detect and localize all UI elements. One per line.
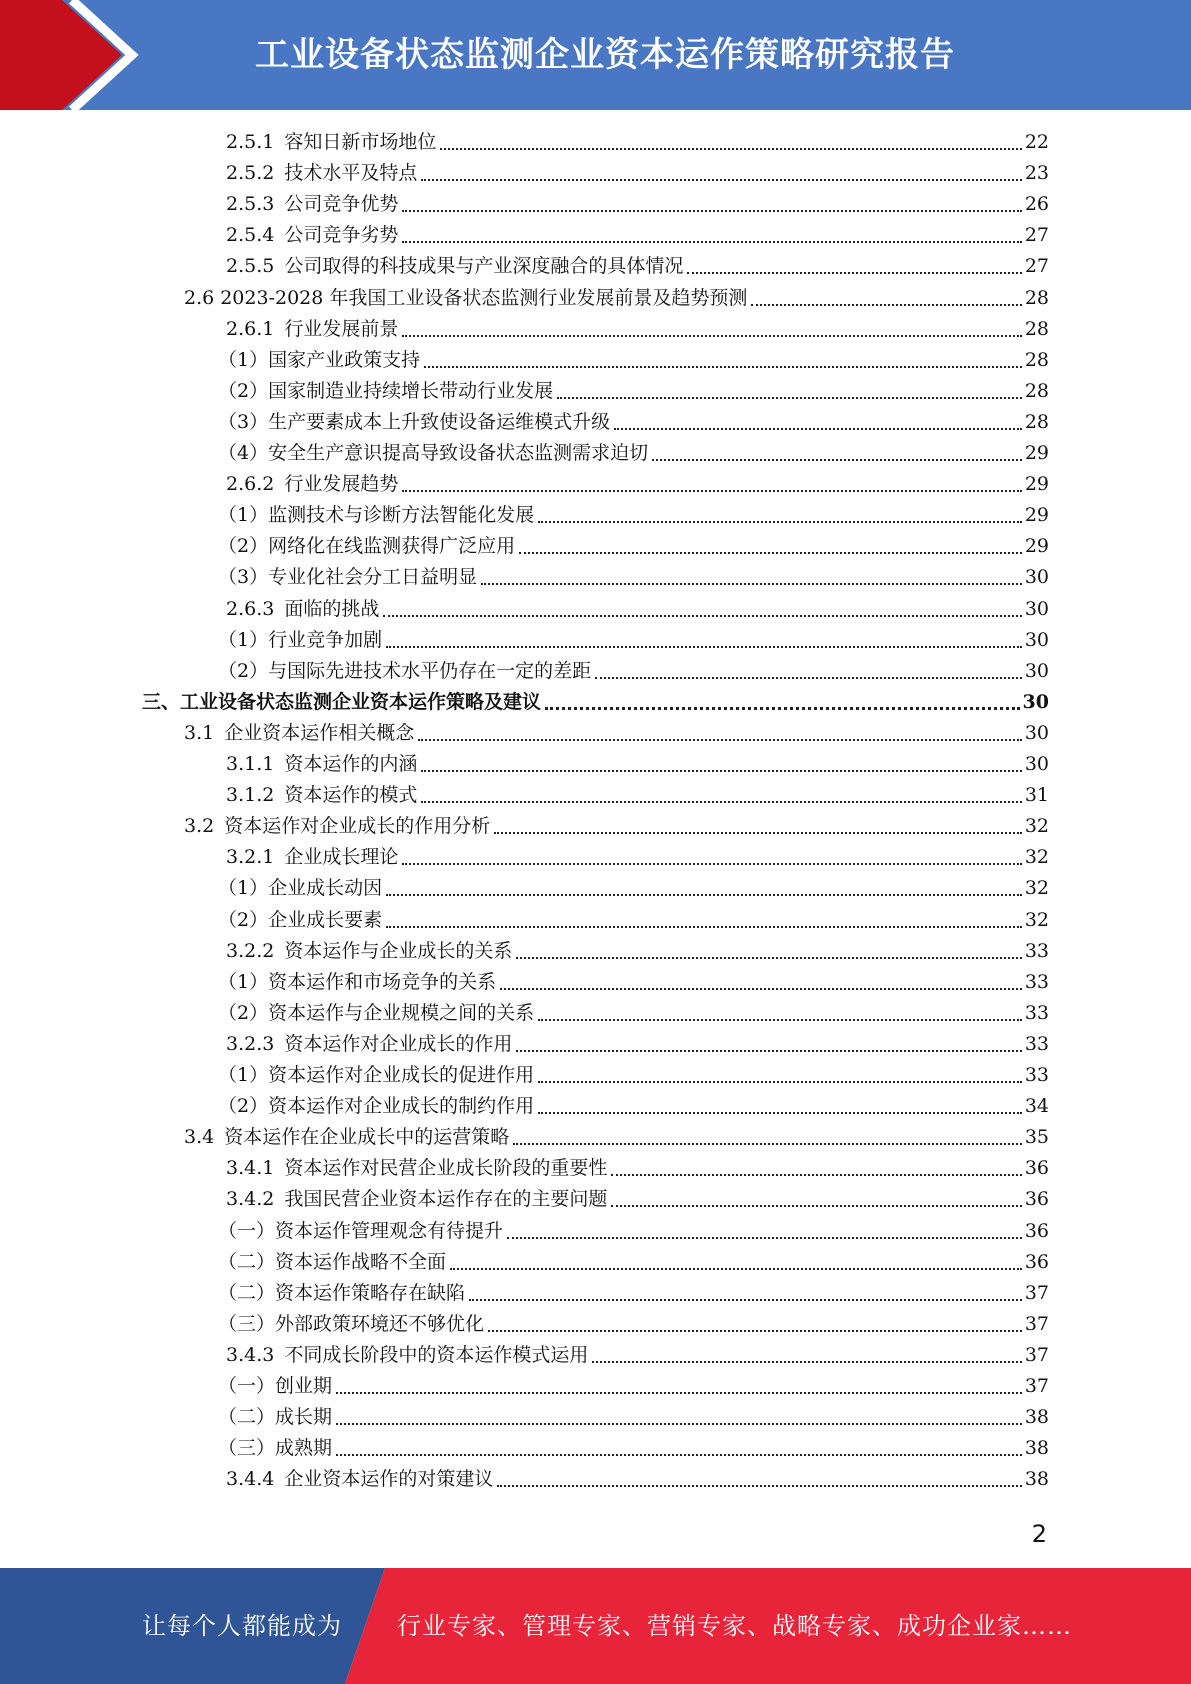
toc-entry-page: 30 [1024,628,1049,651]
toc-leader-dots [611,1204,1021,1207]
toc-entry-number: 3.2.1 [226,846,275,869]
toc-leader-dots [507,1236,1022,1239]
toc-entry-number: 3.4.3 [226,1343,275,1366]
toc-entry-number: 2.6 [184,286,215,309]
toc-entry-page: 32 [1024,846,1049,869]
toc-leader-dots [386,893,1022,896]
toc-leader-dots [386,645,1022,648]
toc-entry[interactable] [218,625,1049,656]
toc-entry[interactable] [218,438,1049,469]
toc-entry-title: （二）成长期 [218,1406,333,1429]
toc-entry-page: 26 [1024,193,1049,216]
toc-entry-number: 2.5.1 [226,131,275,153]
toc-leader-dots [402,862,1021,865]
toc-entry-title: （三）成熟期 [218,1437,333,1460]
toc-entry-page: 30 [1022,690,1049,713]
toc-entry[interactable] [226,749,1049,780]
toc-entry-page: 30 [1024,659,1049,682]
toc-leader-dots [751,303,1021,306]
toc-entry-page: 29 [1024,442,1049,464]
toc-entry-page: 38 [1024,1437,1049,1460]
toc-leader-dots [481,582,1022,585]
toc-leader-dots [402,209,1021,212]
toc-entry[interactable] [218,1060,1049,1091]
toc-entry[interactable] [226,1029,1049,1060]
toc-entry-page: 23 [1024,162,1049,185]
toc-leader-dots [336,1422,1022,1425]
toc-entry-page: 36 [1024,1157,1049,1180]
toc-entry-page: 37 [1024,1343,1049,1366]
toc-entry-page: 28 [1024,379,1049,402]
toc-entry-number: 3.1 [184,721,215,744]
toc-leader-dots [421,178,1021,181]
toc-entry-number: 3.1.2 [226,784,275,807]
toc-entry[interactable] [218,1371,1049,1402]
toc-entry[interactable] [218,1433,1049,1464]
toc-entry-page: 38 [1024,1468,1049,1491]
toc-entry-title: 我国民营企业资本运作存在的主要问题 [284,1188,608,1211]
toc-entry-title: （二）资本运作战略不全面 [218,1250,447,1273]
toc-entry-page: 22 [1024,131,1049,153]
toc-leader-dots [513,1142,1022,1145]
toc-entry-title: （2）资本运作与企业规模之间的关系 [218,1001,535,1024]
toc-leader-dots [336,1391,1022,1394]
toc-entry-page: 27 [1024,224,1049,247]
toc-entry-number: 2.6.3 [226,597,275,620]
toc-entry-number: 3.2 [184,815,215,838]
toc-entry-number: 3.4.2 [226,1188,275,1211]
toc-entry-number: 3.4.1 [226,1157,275,1180]
toc-entry-page: 30 [1024,566,1049,589]
toc-entry[interactable] [218,376,1049,407]
toc-entry-title: （2）国家制造业持续增长带动行业发展 [218,379,554,402]
toc-leader-dots [386,925,1022,928]
toc-entry-page: 31 [1024,784,1049,807]
toc-entry-number: 3.4.4 [226,1468,275,1491]
toc-entry-title: 企业成长理论 [284,846,399,869]
toc-entry-number: 2.5.3 [226,193,275,216]
toc-entry[interactable] [226,1153,1049,1184]
toc-entry-title: 容知日新市场地位 [284,131,437,153]
toc-entry[interactable] [226,251,1049,282]
toc-entry-page: 29 [1024,473,1049,496]
toc-entry[interactable] [226,469,1049,500]
toc-entry-title: 公司取得的科技成果与产业深度融合的具体情况 [284,255,684,278]
toc-entry-title: 企业资本运作相关概念 [224,721,415,744]
toc-entry-title: （1）资本运作和市场竞争的关系 [218,970,497,993]
toc-entry[interactable] [226,189,1049,220]
toc-leader-dots [469,1298,1022,1301]
toc-entry-page: 37 [1024,1281,1049,1304]
toc-leader-dots [519,551,1022,554]
toc-leader-dots [592,1360,1021,1363]
report-title: 工业设备状态监测企业资本运作策略研究报告 [255,35,955,75]
toc-entry[interactable] [218,967,1049,998]
toc-entry[interactable] [226,158,1049,189]
toc-entry[interactable] [184,811,1049,842]
toc-entry-page: 36 [1024,1250,1049,1273]
toc-leader-dots [557,396,1022,399]
toc-leader-dots [383,614,1021,617]
toc-entry-title: （二）资本运作策略存在缺陷 [218,1281,466,1304]
toc-leader-dots [497,1484,1021,1487]
toc-entry-number: 2.6.2 [226,473,275,496]
toc-leader-dots [538,1018,1022,1021]
toc-entry[interactable] [226,1464,1049,1495]
toc-entry-title: （2）与国际先进技术水平仍存在一定的差距 [218,659,592,682]
toc-entry-title: 2023-2028 年我国工业设备状态监测行业发展前景及趋势预测 [220,286,748,309]
toc-entry-page: 29 [1024,535,1049,558]
toc-leader-dots [500,987,1022,990]
page-number: 2 [1031,1520,1047,1548]
toc-entry[interactable] [218,905,1049,936]
toc-leader-dots [494,831,1022,834]
toc-entry-page: 36 [1024,1188,1049,1211]
toc-entry[interactable] [226,127,1049,158]
toc-entry[interactable] [184,283,1049,314]
toc-entry[interactable] [218,998,1049,1029]
toc-entry[interactable] [184,718,1049,749]
toc-entry-title: （4）安全生产意识提高导致设备状态监测需求迫切 [218,442,649,464]
toc-entry-title: 企业资本运作的对策建议 [284,1468,494,1491]
toc-entry-title: 三、工业设备状态监测企业资本运作策略及建议 [142,690,542,713]
toc-leader-dots [687,271,1021,274]
toc-entry-title: 面临的挑战 [284,597,380,620]
toc-entry-title: （3）专业化社会分工日益明显 [218,566,478,589]
toc-leader-dots [538,1080,1022,1083]
toc-entry-title: （1）国家产业政策支持 [218,348,421,371]
footer-banner [0,1568,1191,1684]
toc-entry-number: 2.5.5 [226,255,275,278]
footer-slogan-right: 行业专家、管理专家、营销专家、战略专家、成功企业家…… [397,1612,1072,1640]
toc-entry-number: 3.4 [184,1126,215,1149]
toc-leader-dots [402,334,1021,337]
toc-entry[interactable] [218,500,1049,531]
toc-leader-dots [488,1329,1022,1332]
toc-entry-page: 33 [1024,939,1049,962]
toc-entry-title: （2）网络化在线监测获得广泛应用 [218,535,516,558]
toc-entry-title: 不同成长阶段中的资本运作模式运用 [284,1343,589,1366]
toc-entry[interactable] [226,1184,1049,1215]
toc-entry[interactable] [226,842,1049,873]
toc-leader-dots [611,1173,1021,1176]
toc-entry[interactable] [218,407,1049,438]
toc-entry-title: 公司竞争劣势 [284,224,399,247]
toc-entry[interactable] [226,936,1049,967]
toc-entry-title: 资本运作对民营企业成长阶段的重要性 [284,1157,608,1180]
toc-leader-dots [516,956,1021,959]
toc-leader-dots [545,706,1020,710]
toc-leader-dots [402,240,1021,243]
toc-entry-title: （一）资本运作管理观念有待提升 [218,1219,504,1242]
toc-entry-title: 资本运作的内涵 [284,753,418,775]
toc-entry[interactable] [226,1340,1049,1371]
toc-entry-page: 28 [1024,348,1049,371]
toc-entry-number: 2.6.1 [226,317,275,340]
toc-entry-title: 行业发展趋势 [284,473,399,496]
toc-entry-page: 28 [1024,410,1049,433]
toc-entry-title: 资本运作对企业成长的作用 [284,1032,513,1055]
toc-entry[interactable] [218,531,1049,562]
toc-entry[interactable] [142,687,1049,718]
toc-leader-dots [336,1453,1022,1456]
toc-entry-page: 28 [1024,286,1049,309]
toc-entry[interactable] [226,780,1049,811]
toc-entry[interactable] [218,1091,1049,1122]
toc-entry-page: 32 [1024,815,1049,838]
toc-entry-title: （2）企业成长要素 [218,908,383,931]
toc-entry-title: 技术水平及特点 [284,162,418,185]
toc-entry-title: （1）企业成长动因 [218,877,383,900]
toc-entry-page: 34 [1024,1095,1049,1118]
toc-entry-title: 资本运作在企业成长中的运营策略 [224,1126,510,1149]
toc-leader-dots [652,458,1022,461]
footer-slogan-left: 让每个人都能成为 [142,1612,342,1640]
toc-entry-page: 35 [1024,1126,1049,1149]
toc-entry-page: 37 [1024,1312,1049,1335]
toc-entry[interactable] [218,656,1049,687]
toc-entry-title: 行业发展前景 [284,317,399,340]
toc-entry[interactable] [226,314,1049,345]
toc-entry-page: 36 [1024,1219,1049,1242]
toc-entry-page: 33 [1024,1064,1049,1086]
toc-entry[interactable] [218,873,1049,904]
toc-entry-page: 38 [1024,1406,1049,1429]
toc-entry-page: 33 [1024,1032,1049,1055]
toc-entry-page: 33 [1024,970,1049,993]
toc-entry-page: 30 [1024,753,1049,775]
toc-entry-number: 3.1.1 [226,753,275,775]
toc-entry[interactable] [226,594,1049,625]
toc-entry-title: （三）外部政策环境还不够优化 [218,1312,485,1335]
toc-leader-dots [595,676,1022,679]
toc-leader-dots [424,365,1022,368]
toc-leader-dots [450,1267,1022,1270]
toc-entry[interactable] [218,562,1049,593]
toc-entry-title: （1）监测技术与诊断方法智能化发展 [218,504,535,527]
toc-leader-dots [421,769,1021,772]
toc-leader-dots [421,800,1021,803]
report-header [0,0,1191,110]
toc-entry[interactable] [218,345,1049,376]
toc-entry-page: 30 [1024,597,1049,620]
toc-entry-number: 3.2.3 [226,1032,275,1055]
toc-entry[interactable] [184,1122,1049,1153]
toc-entry-number: 2.5.2 [226,162,275,185]
toc-entry-title: （一）创业期 [218,1375,333,1397]
toc-entry-number: 3.2.2 [226,939,275,962]
toc-entry-title: （1）行业竞争加剧 [218,628,383,651]
toc-entry-title: （2）资本运作对企业成长的制约作用 [218,1095,535,1118]
toc-entry-title: 资本运作的模式 [284,784,418,807]
toc-entry-title: （3）生产要素成本上升致使设备运维模式升级 [218,410,611,433]
toc-entry-page: 30 [1024,721,1049,744]
toc-entry-title: 公司竞争优势 [284,193,399,216]
toc-entry-title: 资本运作与企业成长的关系 [284,939,513,962]
toc-entry[interactable] [218,1402,1049,1433]
toc-entry-number: 2.5.4 [226,224,275,247]
toc-entry-title: 资本运作对企业成长的作用分析 [224,815,491,838]
toc-entry[interactable] [218,1309,1049,1340]
toc-entry-page: 37 [1024,1375,1049,1397]
toc-entry-page: 28 [1024,317,1049,340]
toc-entry[interactable] [218,1247,1049,1278]
toc-leader-dots [614,427,1022,430]
toc-leader-dots [418,738,1022,741]
toc-leader-dots [440,147,1021,150]
toc-entry[interactable] [226,220,1049,251]
toc-entry-page: 32 [1024,908,1049,931]
toc-entry-page: 32 [1024,877,1049,900]
toc-leader-dots [402,489,1021,492]
toc-leader-dots [538,520,1022,523]
toc-leader-dots [516,1049,1021,1052]
toc-entry-page: 33 [1024,1001,1049,1024]
red-chevron-icon [0,0,160,110]
toc-entry[interactable] [218,1278,1049,1309]
toc-entry[interactable] [218,1216,1049,1247]
toc-entry-page: 29 [1024,504,1049,527]
toc-entry-page: 27 [1024,255,1049,278]
toc-entry-title: （1）资本运作对企业成长的促进作用 [218,1064,535,1086]
toc-leader-dots [538,1111,1022,1114]
